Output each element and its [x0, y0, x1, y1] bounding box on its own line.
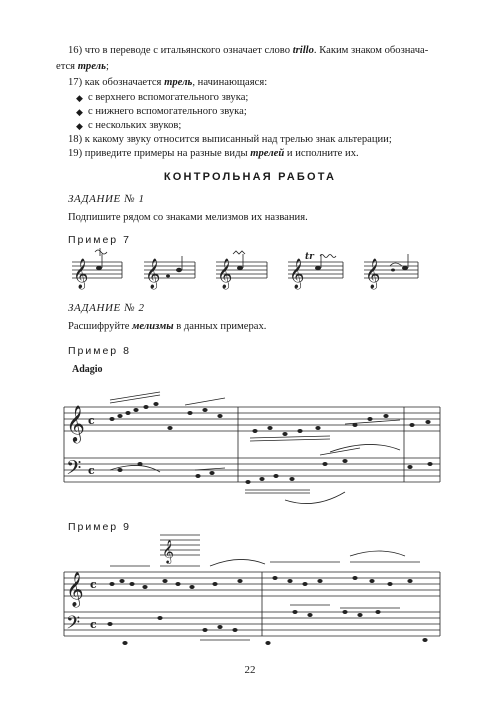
treble-clef-icon: 𝄞	[73, 259, 89, 289]
example-9-notes	[107, 576, 427, 645]
task-1-title: ЗАДАНИЕ № 1	[68, 193, 145, 205]
task-1-instruction: Подпишите рядом со знаками мелизмов их названия.	[68, 212, 308, 223]
question-19: 19) приведите примеры на разные виды трелей и исполните их.	[68, 148, 359, 159]
treble-clef-icon: 𝄞	[289, 259, 305, 289]
question-16-line1: 16) что в переводе с итальянского означает слово trillo. Каким знаком обознача-	[68, 45, 429, 56]
question-17-option-2: с нижнего вспомогательного звука;	[88, 106, 247, 117]
example-8-label: Пример 8	[68, 345, 131, 357]
treble-clef-icon: 𝄞	[145, 259, 161, 289]
common-time-icon: c	[88, 414, 95, 427]
treble-clef-icon: 𝄞	[217, 259, 233, 289]
common-time-icon: c	[90, 578, 97, 591]
section-heading: КОНТРОЛЬНАЯ РАБОТА	[163, 171, 337, 183]
trill-icon: tr	[305, 252, 314, 262]
bullet-icon: ◆	[76, 107, 83, 117]
task-2-instruction: Расшифруйте мелизмы в данных примерах.	[68, 321, 267, 332]
treble-clef-icon: 𝄞	[365, 259, 381, 289]
page-number: 22	[244, 664, 256, 676]
bass-clef-icon: 𝄢	[66, 456, 82, 484]
example-9-label: Пример 9	[68, 521, 131, 533]
question-17: 17) как обозначается трель, начинающаяся:	[68, 77, 268, 88]
common-time-icon: c	[88, 464, 95, 477]
treble-clef-icon: 𝄞	[162, 539, 174, 563]
question-17-option-3: с нескольких звуков;	[88, 120, 182, 131]
question-18: 18) к какому звуку относится выписанный над трелью знак альтерации;	[68, 134, 392, 145]
common-time-icon: c	[90, 618, 97, 631]
example-9-grand-staff	[64, 535, 440, 640]
question-16-line2: ется трель;	[56, 61, 109, 72]
example-8-notes	[109, 402, 432, 484]
bullet-icon: ◆	[76, 121, 83, 131]
example-7-label: Пример 7	[68, 234, 131, 246]
tempo-marking: Adagio	[72, 364, 103, 375]
treble-clef-icon: 𝄞	[66, 404, 85, 442]
bullet-icon: ◆	[76, 93, 83, 103]
example-8-grand-staff	[64, 392, 440, 504]
question-17-option-1: с верхнего вспомогательного звука;	[88, 92, 249, 103]
treble-clef-icon: 𝄞	[66, 572, 84, 607]
task-2-title: ЗАДАНИЕ № 2	[68, 302, 145, 314]
bass-clef-icon: 𝄢	[66, 613, 81, 638]
